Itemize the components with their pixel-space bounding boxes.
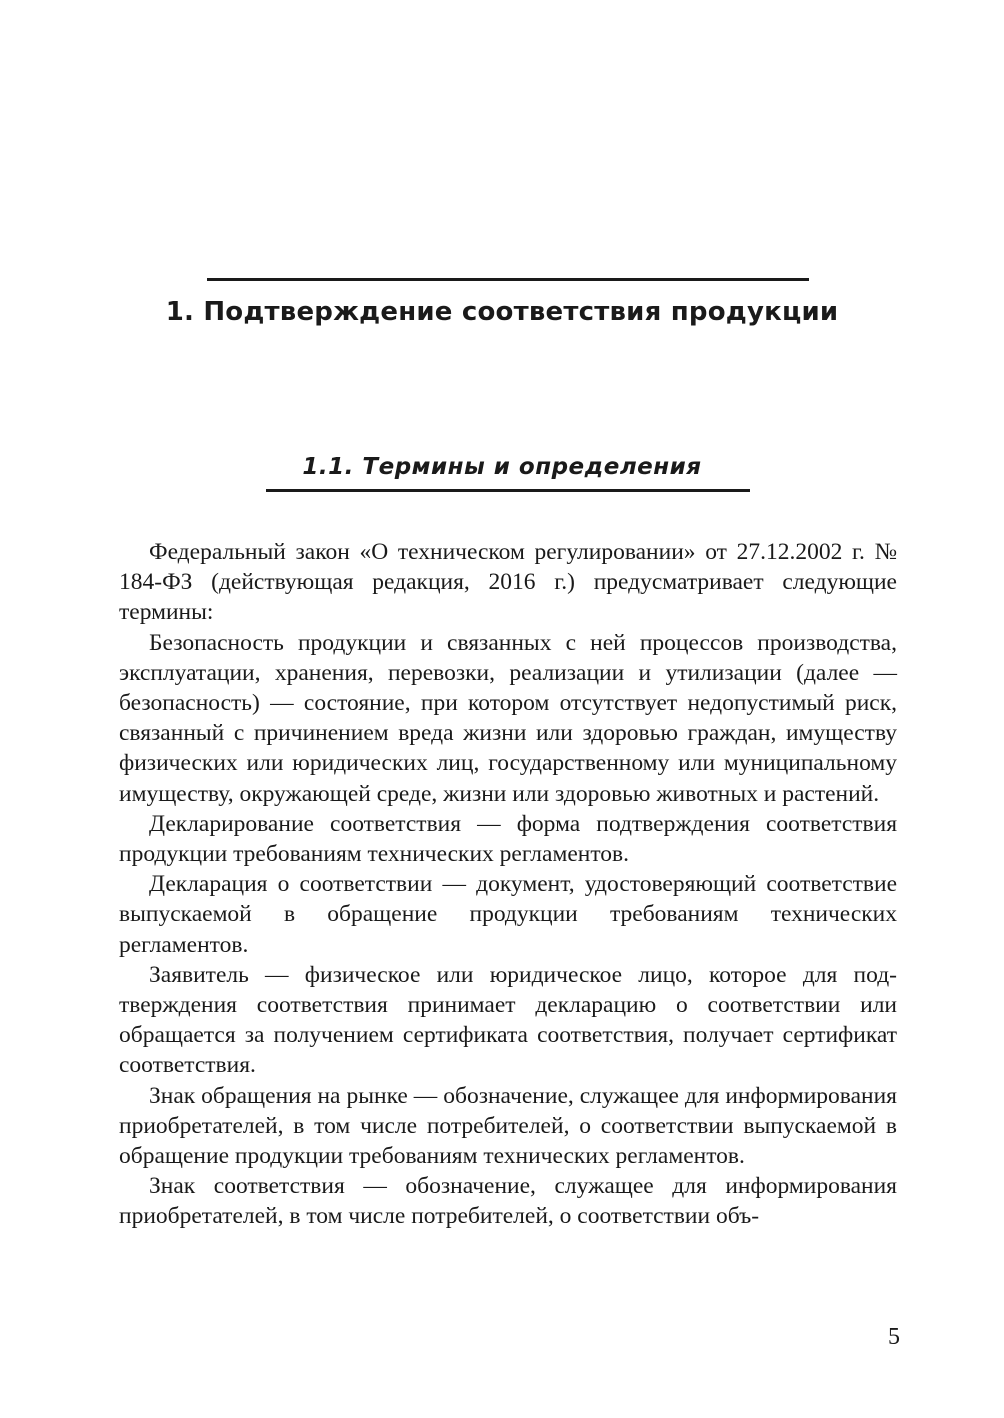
section-title: 1.1. Термины и определения: [302, 454, 702, 480]
section-underline-rule: [266, 489, 750, 492]
body-text: [119, 537, 897, 1232]
paragraph: Федеральный закон «О техническом регулировании» от 27.12.2002 г. № 184-ФЗ (действующая редакция, 2016 г.) предусматривает следующие термины:: [119, 539, 897, 626]
chapter-title: 1. Подтверждение соответствия продукции: [165, 297, 839, 327]
paragraph: Декларирование соответствия — форма подтверждения соответствия продукции требованиям технических регламентов.: [119, 810, 897, 868]
paragraph: Знак соответствия — обозначение, служащее для информирования приобретателей, в том числе потребителей, о соответствии объ-: [119, 1173, 897, 1230]
page-number: 5: [888, 1324, 900, 1350]
paragraph: Знак обращения на рынке — обозначение, служащее для информирования приобретателей, в том числе потребителей, о соответствии выпускаемой в обращение продукции требованиям технических регламентов.: [119, 1082, 897, 1170]
paragraph: Заявитель — физическое или юридическое лицо, которое для подтверждения соответствия принимает декларацию о соответствии или обращается за получением сертификата соответствия, получает сертификат соответствия.: [119, 961, 897, 1079]
paragraph: Декларация о соответствии — документ, удостоверяющий соответствие выпускаемой в обращение продукции требованиям технических регламентов.: [119, 871, 897, 958]
paragraph: Безопасность продукции и связанных с ней процессов производства, эксплуатации, хранения, перевозки, реализации и утилизации (далее — безопасность) — состояние, при котором отсутствует недопустимый риск, связанный с причинением вреда жизни или здоровью граждан, имуществу физических или юридических лиц, государственному или муниципальному имуществу, окружающей среде, жизни или здоровью животных и растений.: [119, 629, 897, 807]
chapter-top-rule: [207, 278, 809, 281]
